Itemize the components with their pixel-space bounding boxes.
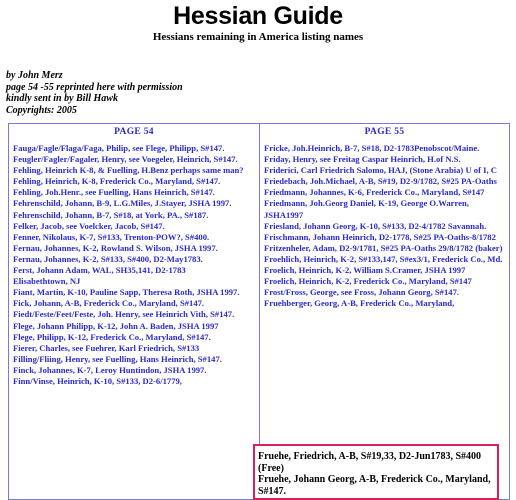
list-item: Fruehberger, Georg, A-B, Frederick Co., Maryland, xyxy=(264,298,455,309)
highlighted-entry: Fruehe, Friedrich, A-B, S#19,33, D2-Jun1783, S#400 (Free) xyxy=(258,451,482,474)
list-item: Fierer, Charles, see Fuehrer, Karl Friedrich, S#133 xyxy=(13,342,200,353)
highlighted-entry: Fruehe, Johann Georg, A-B, Frederick Co., Maryland, S#147. xyxy=(258,474,491,497)
list-item: Fehling, Heinrich, K-8, Frederick Co., Maryland, S#147. xyxy=(13,176,221,187)
highlighted-entries-box xyxy=(253,444,499,500)
list-item: Felker, Jacob, see Voelcker, Jacob, S#147. xyxy=(13,220,165,231)
page-title: Hessian Guide xyxy=(173,2,343,30)
credit-author: by John Merz xyxy=(6,70,63,81)
list-item: Fernau, Johannes, K-2, Rowland S. Wilson, JSHA 1997. xyxy=(13,242,218,253)
list-item: Fiant, Martin, K-10, Pauline Sapp, Theresa Roth, JSHA 1997. xyxy=(13,287,240,298)
page-54-entries xyxy=(9,143,259,387)
list-item: Froelich, Heinrich, K-2, Frederick Co., Maryland, S#147 xyxy=(264,276,472,287)
list-item: Fricke, Joh.Heinrich, B-7, S#18, D2-1783Penobscot/Maine. xyxy=(264,143,480,153)
credit-pages: page 54 -55 reprinted here with permission xyxy=(6,81,183,93)
page-54-heading: PAGE 54 xyxy=(114,127,154,137)
list-item: Feugler/Fagler/Fagaler, Henry, see Voegeler, Heinrich, S#147. xyxy=(13,154,238,165)
list-item: Fehrenschild, Johann, B-9, L.G.Miles, J.Stayer, JSHA 1997. xyxy=(13,198,232,209)
list-item: Finck, Johannes, K-7, Leroy Huntindon, JSHA 1997. xyxy=(13,364,207,375)
list-item: Friesland, Johann Georg, K-10, S#133, D2-4/1782 Savannah. xyxy=(264,220,487,231)
list-item: Filling/Fliing, Henry, see Fuelling, Hans Heinrich, S#147. xyxy=(13,353,222,364)
list-item: Frischmann, Johann Heinrich, D2-1778, S#25 PA-Oaths-8/1782 xyxy=(264,231,496,242)
list-item: Froehlich, Heinrich, K-2, S#133,147, S#ex3/1, Frederick Co., Md. xyxy=(264,253,503,264)
list-item: Froelich, Heinrich, K-2, William S.Cramer, JSHA 1997 xyxy=(264,265,466,276)
list-item: Fiedt/Feste/Feet/Feste, Joh. Henry, see Heinrich Vith, S#147. xyxy=(13,309,235,320)
list-item: Fauga/Fagle/Flaga/Faga, Philip, see Flege, Philipp, S#147. xyxy=(13,143,225,153)
list-item: Fenner, Nikolaus, K-7, S#133, Trenton-POW?, S#400. xyxy=(13,231,210,242)
list-item: Fritzenheler, Adam, D2-9/1781, S#25 PA-Oaths 29/8/1782 (baker) xyxy=(264,242,503,253)
list-item: Ferst, Johann Adam, WAL, SH35,141, D2-1783 xyxy=(13,265,186,276)
list-item: Friday, Henry, see Freitag Caspar Heinrich, H.of N.S. xyxy=(264,154,461,165)
list-item: Flege, Philipp, K-12, Frederick Co., Maryland, S#147. xyxy=(13,331,211,342)
credit-sender: kindly sent in by Bill Hawk xyxy=(6,93,118,104)
list-item: Friedebach, Joh.Michael, A-B, S#19, D2-9/1782, S#25 PA-Oaths xyxy=(264,176,497,187)
page-55-heading: PAGE 55 xyxy=(364,127,405,137)
list-item: Frost/Fross, George, see Fross, Johann Georg, S#147. xyxy=(264,287,460,298)
list-item: Flege, Johann Philipp, K-12, John A. Baden, JSHA 1997 xyxy=(13,320,219,331)
list-item: Finn/Vinse, Heinrich, K-10, S#133, D2-6/1779, xyxy=(13,375,182,386)
page-55-entries xyxy=(260,143,509,309)
list-item: Friedmann, Johannes, K-6, Frederick Co., Maryland, S#147 xyxy=(264,187,485,198)
page-subtitle: Hessians remaining in America listing names xyxy=(152,31,364,43)
list-item: Fernau, Johannes, K-2, S#133, S#400, D2-May1783. xyxy=(13,253,203,264)
list-item: Friedmann, Joh.Georg Daniel, K-19, George O.Warren, JSHA1997 xyxy=(264,198,469,220)
credit-copyright: Copyrights: 2005 xyxy=(6,104,77,116)
list-item: Friderici, Carl Friedrich Salomo, HAJ, (Stone Arabia) U of I, C xyxy=(264,165,497,176)
page-54-column xyxy=(9,124,260,499)
list-item: Fick, Johann, A-B, Frederick Co., Maryland, S#147. xyxy=(13,298,205,309)
page-55-column xyxy=(260,124,509,499)
credits-block xyxy=(6,70,183,116)
list-item: Fehrenschild, Johann, B-7, S#18, at York, PA., S#187. xyxy=(13,209,209,220)
list-item: Fehling, Joh.Henr., see Fuelling, Hans Heinrich, S#147. xyxy=(13,187,215,198)
list-item: Elisabethtown, NJ xyxy=(13,276,81,287)
list-item: Fehling, Heinrich K-8, & Fuelling, H.Benz perhaps same man? xyxy=(13,165,244,176)
